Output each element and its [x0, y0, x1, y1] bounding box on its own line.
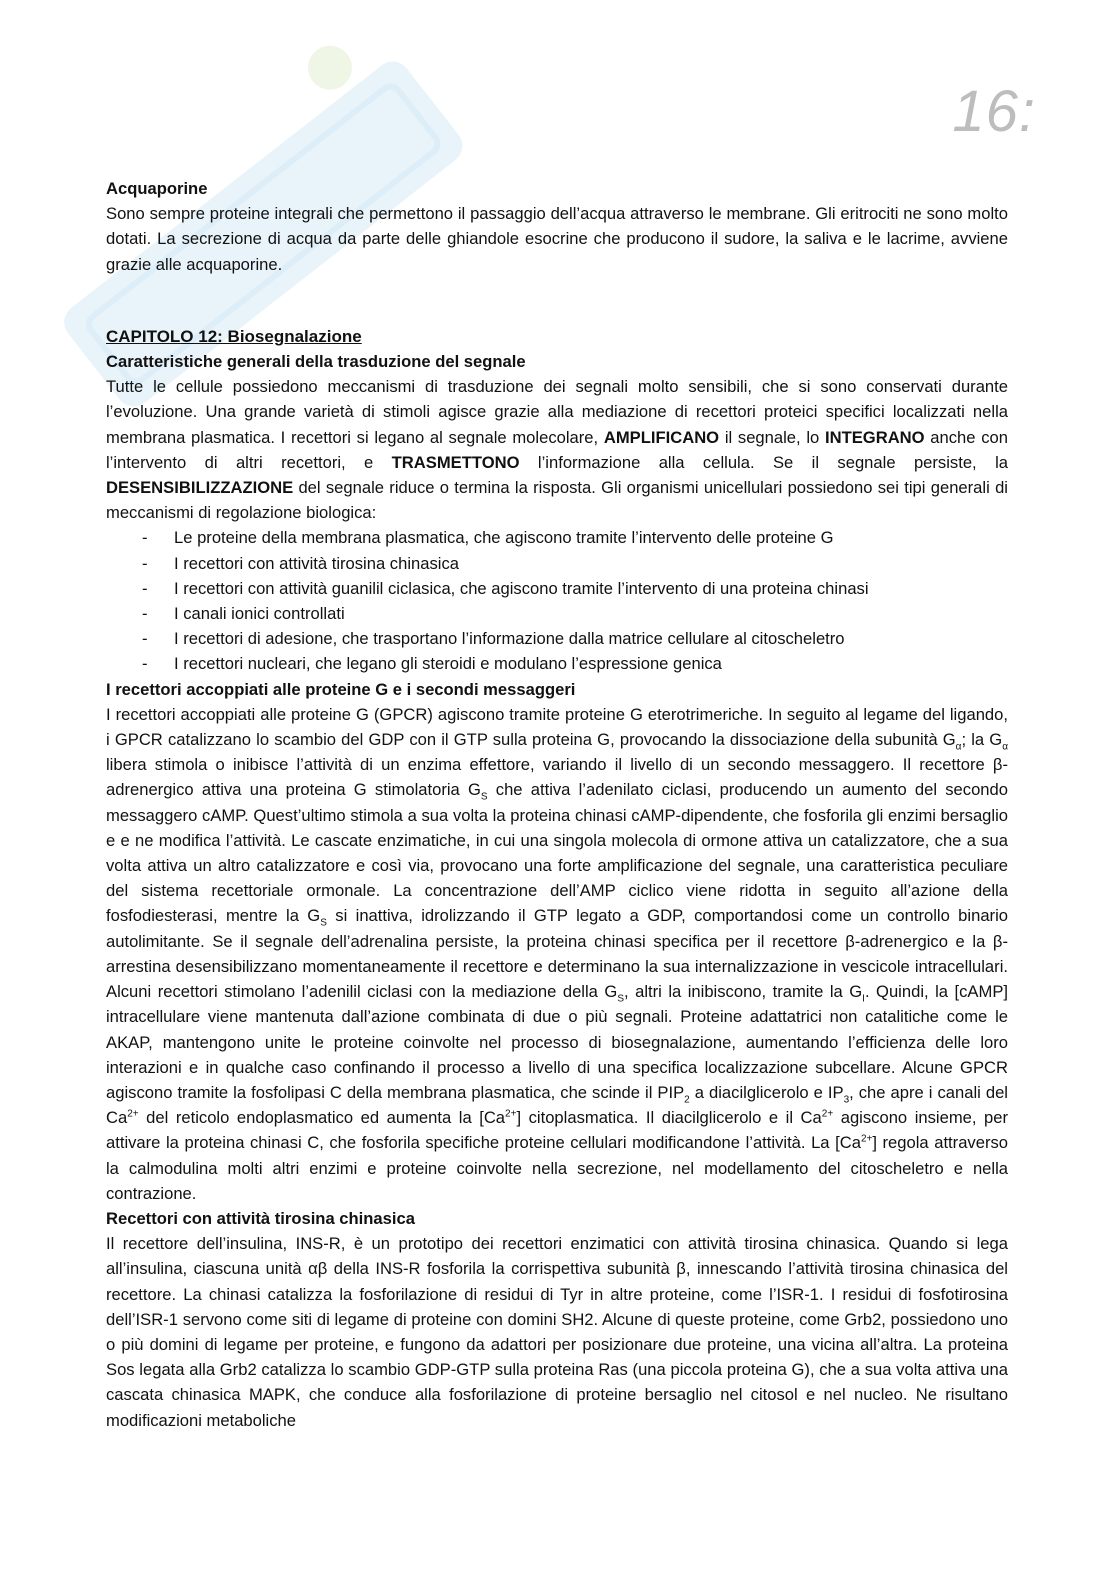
paragraph-tyrosine-kinase: Il recettore dell’insulina, INS-R, è un prototipo dei recettori enzimatici con attività tirosina chinasica. Quando si lega all’insulina, ciascuna unità αβ della INS-R fosforila la corrispettiva subunità β, innescando l’attività tirosina chinasica del recettore. La chinasi catalizza la fosforilazione di residui di Tyr in altre proteine, come l’ISR-1. I residui di fosfotirosina dell’ISR-1 servono come siti di legame di proteine con domini SH2. Alcune di queste proteine, come Grb2, possiedono uno o più domini di legame per proteine, e fungono da adattori per posizionare due proteine, una vicina all’altra. La proteina Sos legata alla Grb2 catalizza lo scambio GDP-GTP sulla proteina Ras (una piccola proteina G), che a sua volta attiva una cascata chinasica MAPK, che conduce alla fosforilazione di proteine bersaglio nel citosol e nel nucleo. Ne risultano modificazioni metaboliche: [106, 1234, 1008, 1430]
keyword-desensitization: DESENSIBILIZZAZIONE: [106, 478, 294, 498]
list-item: - Le proteine della membrana plasmatica, che agiscono tramite l’intervento delle proteine G: [106, 525, 1008, 550]
paragraph-signal-intro: Tutte le cellule possiedono meccanismi di trasduzione dei segnali molto sensibili, che si sono conservati durante l’evoluzione. Una grande varietà di stimoli agisce grazie alla mediazione di recettori proteici specifici localizzati nella membrana plasmatica. I recettori si legano al segnale molecolare, AMPLIFICANO il segnale, lo INTEGRANO anche con l’intervento di altri recettori, e TRASMETTONO l’informazione alla cellula. Se il segnale persiste, la DESENSIBILIZZAZIONE del segnale riduce o termina la risposta. Gli organismi unicellulari possiedono sei tipi generali di meccanismi di regolazione biologica:: [106, 377, 1008, 523]
list-item: - I recettori di adesione, che trasportano l’informazione dalla matrice cellulare al citoscheletro: [106, 626, 1008, 651]
paragraph-gpcr: I recettori accoppiati alle proteine G (GPCR) agiscono tramite proteine G eterotrimeriche. In seguito al legame del ligando, i GPCR catalizzano lo scambio del GDP con il GTP sulla proteina G, provocando la dissociazione della subunità $G_\alpha$; la $G_\alpha$ libera stimola o inibisce l’attività di un enzima effettore, variando il livello di un secondo messaggero. Il recettore β-adrenergico attiva una proteina G stimolatoria $G_S$ che attiva l’adenilato ciclasi, producendo un aumento del secondo messaggero cAMP. Quest’ultimo stimola a sua volta la proteina chinasi cAMP-dipendente, che fosforila gli enzimi bersaglio e e ne modifica l’attività. Le cascate enzimatiche, in cui una singola molecola di ormone attiva un catalizzatore, che a sua volta attiva un altro catalizzatore e così via, provocano una forte amplificazione del segnale, una caratteristica peculiare del sistema recettoriale ormonale. La concentrazione dell’AMP ciclico viene ridotta in seguito all’azione della fosfodiesterasi, mentre la $G_S$ si inattiva, idrolizzando il GTP legato a GDP, comportandosi come un controllo binario autolimitante. Se il segnale dell’adrenalina persiste, la proteina chinasi specifica per il recettore β-adrenergico e la β-arrestina desensibilizzano momentaneamente il recettore e determinano la sua internalizzazione in vescicole intracellulari. Alcuni recettori stimolano l’adenilil ciclasi con la mediazione della $G_S$, altri la inibiscono, tramite la $G_I$. Quindi, la [cAMP] intracellulare viene mantenuta dall’azione combinata di due o più segnali. Proteine adattatrici non catalitiche come le AKAP, mantengono unite le proteine coinvolte nel processo di biosegnalazione, aumentando l’efficienza delle loro interazioni e in qualche caso confinando il processo a livello di una specifica localizzazione subcellare. Alcune GPCR agiscono tramite la fosfolipasi C della membrana plasmatica, che scinde il $PIP_2$ a diacilglicerolo e $IP_3$, che apre i canali del $Ca^{2+}$ del reticolo endoplasmatico ed aumenta la $[Ca^{2+}]$ citoplasmatica. Il diacilglicerolo e il $Ca^{2+}$ agiscono insieme, per attivare la proteina chinasi C, che fosforila specifiche proteine cellulari modificandone l’attività. La $[Ca^{2+}]$ regola attraverso la calmodulina molti altri enzimi e proteine coinvolte nella secrezione, nel modellamento del citoscheletro e nella contrazione.: [106, 704, 1009, 1203]
page-content: [106, 176, 1008, 1433]
section-heading-tyrosine-kinase: Recettori con attività tirosina chinasica: [106, 1208, 415, 1228]
page-number: 16:: [952, 79, 1036, 144]
regulation-mechanisms-list: [106, 525, 1008, 676]
keyword-integrate: INTEGRANO: [825, 427, 925, 447]
paragraph-aquaporins: Sono sempre proteine integrali che permettono il passaggio dell’acqua attraverso le membrane. Gli eritrociti ne sono molto dotati. La secrezione di acqua da parte delle ghiandole esocrine che producono il sudore, la saliva e le lacrime, avviene grazie alle acquaporine.: [106, 204, 1008, 274]
keyword-transmit: TRASMETTONO: [391, 452, 520, 472]
chapter-title: CAPITOLO 12: Biosegnalazione: [106, 326, 362, 346]
keyword-amplify: AMPLIFICANO: [603, 427, 720, 447]
list-item: - I recettori con attività guanilil ciclasica, che agiscono tramite l’intervento di una proteina chinasi: [106, 576, 1008, 601]
list-item: - I recettori con attività tirosina chinasica: [106, 551, 1008, 576]
subheading-signal-transduction: Caratteristiche generali della trasduzione del segnale: [106, 352, 526, 372]
section-heading-aquaporins: Acquaporine: [106, 179, 208, 198]
list-item: - I canali ionici controllati: [106, 601, 1008, 626]
list-item: - I recettori nucleari, che legano gli steroidi e modulano l’espressione genica: [106, 651, 1008, 676]
section-heading-gpcr: I recettori accoppiati alle proteine G e i secondi messaggeri: [106, 679, 576, 699]
